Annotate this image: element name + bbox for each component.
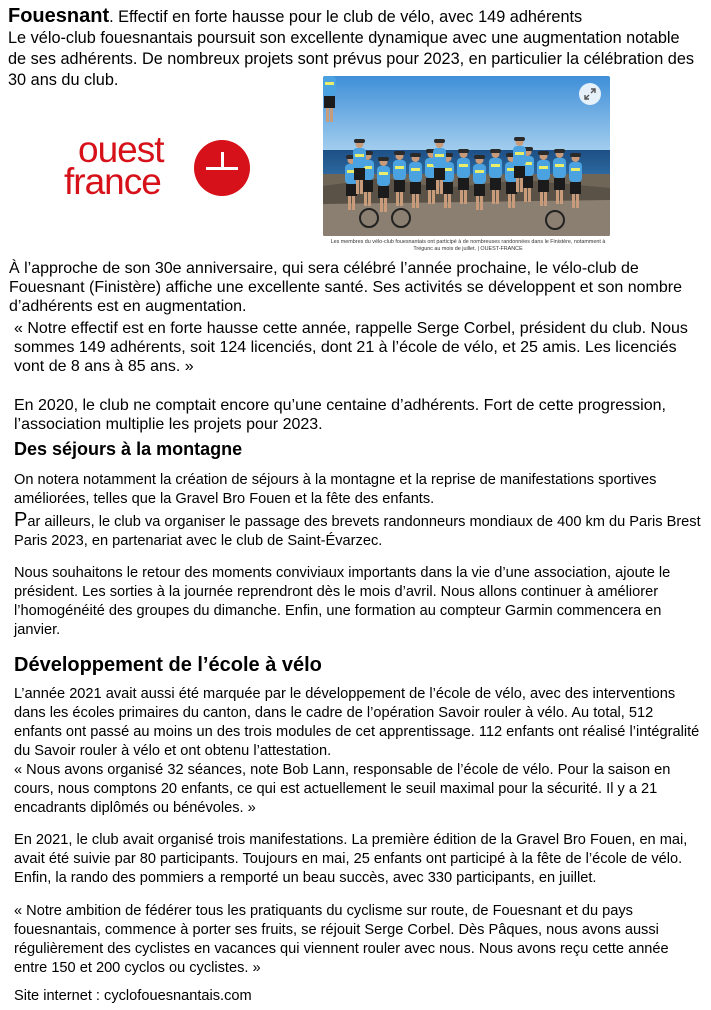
paragraph-montagne: On notera notamment la création de séjours à la montagne et la reprise de manifestations sportives améliorées, telles que la Gravel Bro Fouen et la fête des enfants. (14, 472, 657, 507)
lead-headline: . Effectif en forte hausse pour le club de vélo, avec 149 adhérents (109, 8, 583, 26)
paragraph-manifestations: En 2021, le club avait organisé trois manifestations. La première édition de la Gravel Bro Fouen, en mai, avait été suivie par 80 participants. Toujours en mai, 25 enfants ont participé à la fête de l’école de vélo. Enfin, la rando des pommiers a remporté un beau succès, avec 330 participants, en juillet. (14, 832, 688, 886)
paragraph-ailleurs-text: ar ailleurs, le club va organiser le passage des brevets randonneurs mondiaux de 400 km du Paris Brest Paris 2023, en partenariat avec le club de Saint-Évarzec. (14, 514, 701, 549)
article-photo[interactable] (323, 76, 610, 236)
heading-ecole-velo: Développement de l’école à vélo (14, 654, 322, 676)
lead-text: Le vélo-club fouesnantais poursuit son excellente dynamique avec une augmentation notable de ses adhérents. De nombreux projets sont prévus pour 2023, en particulier la célébration des 30 ans du club. (8, 29, 695, 89)
paragraph-conviviaux: Nous souhaitons le retour des moments conviviaux importants dans la vie d’une association, ajoute le président. Les sorties à la journée reprendront dès le mois d’avril. Nous allons continuer à améliorer l’homogénéité des groupes du dimanche. Enfin, une formation au compteur Garmin commencera en janvier. (14, 565, 671, 638)
paragraph-2021: L’année 2021 avait aussi été marquée par le développement de l’école de vélo, avec des interventions dans les écoles primaires du canton, dans le cadre de l’opération Savoir rouler à vélo. Au total, 512 enfants ont passé au moins un des trois modules de cet apprentissage. 112 enfants ont réalisé l’intégralité du Savoir rouler à vélo et ont obtenu l’attestation. (14, 686, 700, 759)
quote-bob-lann: « Nous avons organisé 32 séances, note Bob Lann, responsable de l’école de vélo. Pour la saison en cours, nous comptons 20 enfants, ce qui est actuellement le seuil maximal pour la sécurité. Il y a 21 encadrants diplômés ou bénévoles. » (14, 762, 671, 816)
lead-place: Fouesnant (8, 5, 110, 27)
quote-ambition: « Notre ambition de fédérer tous les pratiquants du cyclisme sur route, de Fouesnant et du pays fouesnantais, commence à porter ses fruits, se réjouit Serge Corbel. Dès Pâques, nous avons aussi régulièrement des cyclistes en vacances qui viennent rouler avec nous. Nous avons reçu cette année entre 150 et 200 cyclos ou cyclistes. » (14, 903, 669, 976)
paragraph-ailleurs (14, 511, 704, 551)
drop-cap: P (14, 509, 28, 531)
logo-word-ouest: ouest (78, 129, 164, 170)
intro-paragraph: À l’approche de son 30e anniversaire, qui sera célébré l’année prochaine, le vélo-club de Fouesnant (Finistère) affiche une excellente santé. Ses activités se développent et son nombre d’adhérents est en augmentation. (9, 260, 682, 315)
logo-word-france: france (64, 161, 161, 202)
heading-sejours-montagne: Des séjours à la montagne (14, 439, 243, 459)
quote-president: « Notre effectif est en forte hausse cette année, rappelle Serge Corbel, président du club. Nous sommes 149 adhérents, soit 124 licenciés, dont 21 à l’école de vélo, et 25 amis. Les licenciés vont de 8 ans à 85 ans. » (14, 320, 688, 375)
paragraph-2020: En 2020, le club ne comptait encore qu’une centaine d’adhérents. Fort de cette progression, l’association multiplie les projets pour 2023. (14, 397, 666, 433)
website-link[interactable]: Site internet : cyclofouesnantais.com (14, 988, 252, 1004)
logo-disc-icon (194, 140, 250, 196)
expand-icon[interactable] (579, 83, 601, 105)
photo-caption: Les membres du vélo-club fouesnantais ont participé à de nombreuses randonnées dans le Finistère, notamment à Trégunc au mois de juillet. | OUEST-FRANCE (330, 239, 606, 252)
ouest-france-logo (64, 129, 254, 202)
